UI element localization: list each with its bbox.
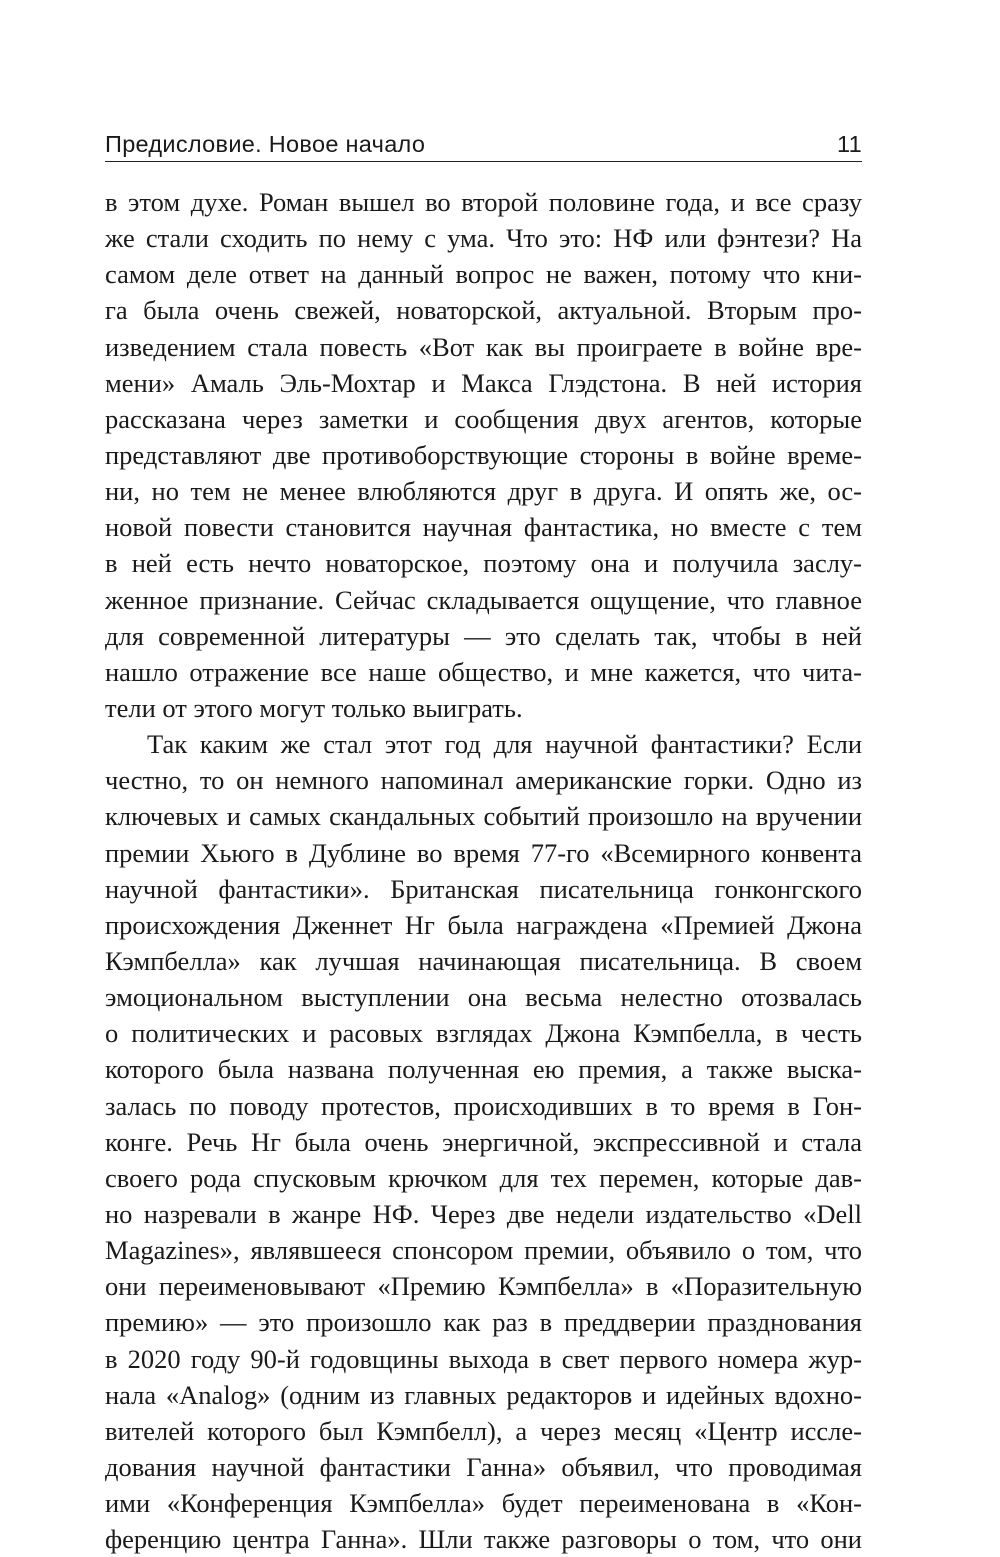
- body-text: [105, 184, 862, 1557]
- text-line: женное признание. Сейчас складывается ощущение, что главное: [105, 584, 862, 615]
- text-line: мени» Амаль Эль-Мохтар и Макса Глэдстона. В ней история: [105, 367, 862, 398]
- text-line: конге. Речь Нг была очень энергичной, экспрессивной и стала: [105, 1126, 862, 1157]
- text-line: Так каким же стал этот год для научной фантастики? Если: [147, 729, 862, 760]
- text-line: для современной литературы — это сделать так, чтобы в ней: [105, 620, 862, 651]
- text-line: которого была названа полученная ею премия, а также выска-: [105, 1054, 862, 1085]
- text-line: ференцию центра Ганна». Шли также разговоры о том, что они: [105, 1524, 862, 1555]
- text-line: тели от этого могут только выиграть.: [105, 692, 523, 723]
- text-line: честно, то он немного напоминал американские горки. Одно из: [105, 765, 862, 796]
- text-line: же стали сходить по нему с ума. Что это: НФ или фэнтези? На: [105, 223, 862, 254]
- text-line: рассказана через заметки и сообщения двух агентов, которые: [105, 403, 862, 434]
- text-line: в 2020 году 90-й годовщины выхода в свет первого номера жур-: [105, 1343, 862, 1374]
- text-line: они переименовывают «Премию Кэмпбелла» в «Поразительную: [105, 1271, 862, 1302]
- text-line: представляют две противоборствующие стороны в войне време-: [105, 439, 862, 470]
- text-line: изведением стала повесть «Вот как вы проиграете в войне вре-: [105, 331, 862, 362]
- text-line: но назревали в жанре НФ. Через две недели издательство «Dell: [105, 1198, 862, 1229]
- text-line: Magazines», являвшееся спонсором премии, объявило о том, что: [105, 1235, 862, 1266]
- text-line: новой повести становится научная фантастика, но вместе с тем: [105, 512, 862, 543]
- text-line: ключевых и самых скандальных событий произошло на вручении: [105, 801, 862, 832]
- paragraph-1: [105, 184, 862, 726]
- text-line: дования научной фантастики Ганна» объявил, что проводимая: [105, 1451, 862, 1482]
- text-line: эмоциональном выступлении она весьма нелестно отозвалась: [105, 982, 862, 1013]
- text-line: ими «Конференция Кэмпбелла» будет переименована в «Кон-: [105, 1488, 862, 1519]
- text-line: в этом духе. Роман вышел во второй половине года, и все сразу: [105, 187, 862, 217]
- running-head: [105, 126, 862, 162]
- text-line: своего рода спусковым крючком для тех перемен, которые дав-: [105, 1162, 862, 1193]
- text-line: нала «Analog» (одним из главных редакторов и идейных вдохно-: [105, 1379, 862, 1410]
- text-line: в ней есть нечто новаторское, поэтому она и получила заслу-: [105, 548, 862, 579]
- paragraph-2: [105, 726, 862, 1557]
- text-line: премии Хьюго в Дублине во время 77-го «Всемирного конвента: [105, 837, 862, 868]
- text-line: научной фантастики». Британская писательница гонконгского: [105, 873, 862, 904]
- text-line: га была очень свежей, новаторской, актуальной. Вторым про-: [105, 295, 862, 326]
- text-line: о политических и расовых взглядах Джона Кэмпбелла, в честь: [105, 1018, 862, 1049]
- text-line: нашло отражение все наше общество, и мне кажется, что чита-: [105, 656, 862, 687]
- text-line: Кэмпбелла» как лучшая начинающая писательница. В своем: [105, 945, 862, 976]
- text-line: происхождения Дженнет Нг была награждена «Премией Джона: [105, 909, 862, 940]
- text-line: вителей которого был Кэмпбелл), а через месяц «Центр иссле-: [105, 1415, 862, 1446]
- section-title: Предисловие. Новое начало: [105, 131, 426, 157]
- page-number: 11: [837, 131, 862, 157]
- text-line: ни, но тем не менее влюбляются друг в друга. И опять же, ос-: [105, 476, 862, 507]
- text-line: самом деле ответ на данный вопрос не важен, потому что кни-: [105, 259, 862, 290]
- text-line: залась по поводу протестов, происходивших в то время в Гон-: [105, 1090, 862, 1121]
- text-line: премию» — это произошло как раз в преддверии празднования: [105, 1307, 862, 1338]
